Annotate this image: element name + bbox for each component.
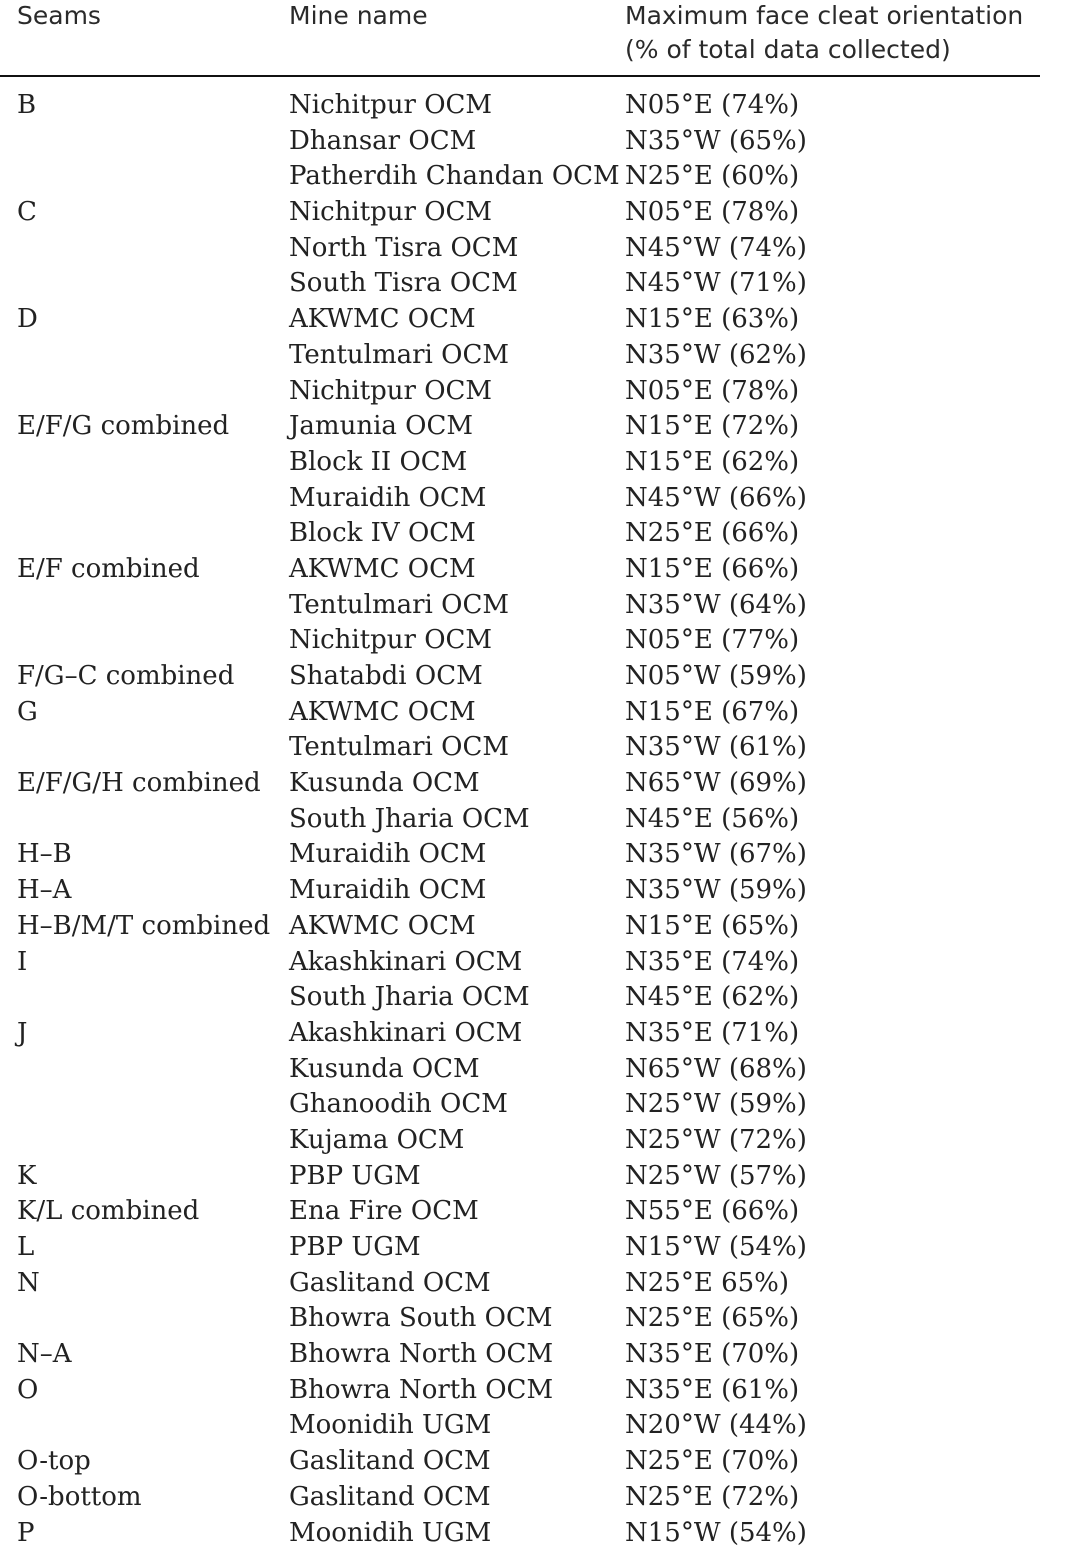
mine-name-cell: Kusunda OCM	[289, 766, 480, 800]
orientation-cell: N35°W (61%)	[625, 730, 807, 764]
table-row	[0, 124, 1069, 160]
table-row	[0, 980, 1069, 1016]
table-header	[0, 0, 1069, 77]
orientation-cell: N65°W (68%)	[625, 1052, 807, 1086]
mine-name-cell: Nichitpur OCM	[289, 374, 492, 408]
orientation-cell: N15°E (66%)	[625, 552, 799, 586]
orientation-cell: N65°W (69%)	[625, 766, 807, 800]
seam-cell: H–B	[17, 837, 72, 871]
mine-name-cell: Moonidih UGM	[289, 1408, 491, 1442]
table-body	[0, 88, 1069, 1551]
table-row	[0, 1087, 1069, 1123]
mine-name-cell: AKWMC OCM	[289, 909, 476, 943]
header-orientation-line1: Maximum face cleat orientation	[625, 0, 1023, 33]
mine-name-cell: AKWMC OCM	[289, 302, 476, 336]
orientation-cell: N35°W (65%)	[625, 124, 807, 158]
table-row	[0, 159, 1069, 195]
mine-name-cell: Dhansar OCM	[289, 124, 476, 158]
mine-name-cell: Bhowra North OCM	[289, 1337, 553, 1371]
orientation-cell: N15°W (54%)	[625, 1230, 807, 1264]
seam-cell: F/G–C combined	[17, 659, 234, 693]
orientation-cell: N05°W (59%)	[625, 659, 807, 693]
seam-cell: N	[17, 1266, 40, 1300]
mine-name-cell: AKWMC OCM	[289, 695, 476, 729]
table-row	[0, 695, 1069, 731]
mine-name-cell: PBP UGM	[289, 1230, 421, 1264]
header-orientation	[625, 0, 1023, 67]
header-seams: Seams	[17, 0, 101, 33]
seam-cell: C	[17, 195, 37, 229]
table-row	[0, 1480, 1069, 1516]
table-row	[0, 374, 1069, 410]
orientation-cell: N25°E (66%)	[625, 516, 799, 550]
header-mine-name: Mine name	[289, 0, 428, 33]
orientation-cell: N35°W (62%)	[625, 338, 807, 372]
seam-cell: O-top	[17, 1444, 91, 1478]
seam-cell: E/F/G combined	[17, 409, 229, 443]
orientation-cell: N05°E (74%)	[625, 88, 799, 122]
mine-name-cell: Akashkinari OCM	[289, 1016, 522, 1050]
seam-cell: J	[17, 1016, 27, 1050]
table-row	[0, 659, 1069, 695]
mine-name-cell: South Jharia OCM	[289, 802, 530, 836]
seam-cell: H–B/M/T combined	[17, 909, 270, 943]
mine-name-cell: Shatabdi OCM	[289, 659, 483, 693]
mine-name-cell: Block II OCM	[289, 445, 467, 479]
orientation-cell: N25°W (57%)	[625, 1159, 807, 1193]
table-row	[0, 1016, 1069, 1052]
orientation-cell: N15°E (63%)	[625, 302, 799, 336]
orientation-cell: N45°W (74%)	[625, 231, 807, 265]
orientation-cell: N25°E (70%)	[625, 1444, 799, 1478]
orientation-cell: N05°E (78%)	[625, 374, 799, 408]
orientation-cell: N45°W (71%)	[625, 266, 807, 300]
mine-name-cell: Gaslitand OCM	[289, 1266, 491, 1300]
table-row	[0, 1159, 1069, 1195]
table-row	[0, 1516, 1069, 1551]
table-row	[0, 837, 1069, 873]
seam-cell: I	[17, 945, 27, 979]
mine-name-cell: Jamunia OCM	[289, 409, 473, 443]
cleat-orientation-table	[0, 0, 1069, 77]
seam-cell: E/F combined	[17, 552, 200, 586]
table-row	[0, 1301, 1069, 1337]
mine-name-cell: Ghanoodih OCM	[289, 1087, 508, 1121]
mine-name-cell: PBP UGM	[289, 1159, 421, 1193]
mine-name-cell: Moonidih UGM	[289, 1516, 491, 1550]
seam-cell: P	[17, 1516, 35, 1550]
orientation-cell: N25°E (65%)	[625, 1301, 799, 1335]
table-row	[0, 873, 1069, 909]
table-row	[0, 623, 1069, 659]
seam-cell: E/F/G/H combined	[17, 766, 261, 800]
orientation-cell: N45°E (56%)	[625, 802, 799, 836]
mine-name-cell: Bhowra South OCM	[289, 1301, 552, 1335]
table-row	[0, 1408, 1069, 1444]
mine-name-cell: Tentulmari OCM	[289, 588, 509, 622]
table-row	[0, 1337, 1069, 1373]
table-row	[0, 1266, 1069, 1302]
orientation-cell: N20°W (44%)	[625, 1408, 807, 1442]
mine-name-cell: South Jharia OCM	[289, 980, 530, 1014]
orientation-cell: N35°W (67%)	[625, 837, 807, 871]
table-row	[0, 802, 1069, 838]
mine-name-cell: Kujama OCM	[289, 1123, 464, 1157]
seam-cell: B	[17, 88, 36, 122]
seam-cell: N–A	[17, 1337, 72, 1371]
seam-cell: K	[17, 1159, 36, 1193]
mine-name-cell: Tentulmari OCM	[289, 730, 509, 764]
table-row	[0, 909, 1069, 945]
orientation-cell: N25°W (59%)	[625, 1087, 807, 1121]
mine-name-cell: Tentulmari OCM	[289, 338, 509, 372]
mine-name-cell: AKWMC OCM	[289, 552, 476, 586]
orientation-cell: N25°E (60%)	[625, 159, 799, 193]
seam-cell: H–A	[17, 873, 71, 907]
table-row	[0, 730, 1069, 766]
mine-name-cell: Kusunda OCM	[289, 1052, 480, 1086]
table-row	[0, 88, 1069, 124]
orientation-cell: N25°E (72%)	[625, 1480, 799, 1514]
mine-name-cell: Nichitpur OCM	[289, 623, 492, 657]
mine-name-cell: Gaslitand OCM	[289, 1444, 491, 1478]
table-row	[0, 516, 1069, 552]
table-row	[0, 1444, 1069, 1480]
orientation-cell: N35°W (64%)	[625, 588, 807, 622]
orientation-cell: N05°E (78%)	[625, 195, 799, 229]
mine-name-cell: Muraidih OCM	[289, 873, 486, 907]
table-row	[0, 266, 1069, 302]
orientation-cell: N35°E (70%)	[625, 1337, 799, 1371]
table-row	[0, 588, 1069, 624]
table-row	[0, 945, 1069, 981]
mine-name-cell: Akashkinari OCM	[289, 945, 522, 979]
orientation-cell: N05°E (77%)	[625, 623, 799, 657]
orientation-cell: N15°W (54%)	[625, 1516, 807, 1550]
mine-name-cell: Ena Fire OCM	[289, 1194, 479, 1228]
table-row	[0, 1230, 1069, 1266]
table-row	[0, 302, 1069, 338]
table-row	[0, 1194, 1069, 1230]
orientation-cell: N35°E (61%)	[625, 1373, 799, 1407]
mine-name-cell: Nichitpur OCM	[289, 195, 492, 229]
table-row	[0, 338, 1069, 374]
table-row	[0, 1052, 1069, 1088]
orientation-cell: N15°E (67%)	[625, 695, 799, 729]
mine-name-cell: North Tisra OCM	[289, 231, 518, 265]
header-rule	[0, 75, 1040, 77]
table-row	[0, 1373, 1069, 1409]
orientation-cell: N35°E (71%)	[625, 1016, 799, 1050]
header-orientation-line2: (% of total data collected)	[625, 33, 1023, 67]
mine-name-cell: Patherdih Chandan OCM	[289, 159, 620, 193]
table-row	[0, 231, 1069, 267]
table-row	[0, 409, 1069, 445]
table-row	[0, 195, 1069, 231]
mine-name-cell: Muraidih OCM	[289, 481, 486, 515]
mine-name-cell: Nichitpur OCM	[289, 88, 492, 122]
mine-name-cell: Muraidih OCM	[289, 837, 486, 871]
mine-name-cell: Block IV OCM	[289, 516, 476, 550]
mine-name-cell: Gaslitand OCM	[289, 1480, 491, 1514]
seam-cell: L	[17, 1230, 34, 1264]
orientation-cell: N25°W (72%)	[625, 1123, 807, 1157]
orientation-cell: N45°E (62%)	[625, 980, 799, 1014]
table-row	[0, 481, 1069, 517]
orientation-cell: N15°E (65%)	[625, 909, 799, 943]
orientation-cell: N25°E 65%)	[625, 1266, 789, 1300]
table-row	[0, 1123, 1069, 1159]
table-row	[0, 766, 1069, 802]
seam-cell: K/L combined	[17, 1194, 199, 1228]
orientation-cell: N15°E (72%)	[625, 409, 799, 443]
table-row	[0, 445, 1069, 481]
orientation-cell: N55°E (66%)	[625, 1194, 799, 1228]
orientation-cell: N35°E (74%)	[625, 945, 799, 979]
mine-name-cell: South Tisra OCM	[289, 266, 518, 300]
orientation-cell: N15°E (62%)	[625, 445, 799, 479]
table-row	[0, 552, 1069, 588]
seam-cell: O-bottom	[17, 1480, 142, 1514]
seam-cell: O	[17, 1373, 38, 1407]
seam-cell: G	[17, 695, 38, 729]
orientation-cell: N45°W (66%)	[625, 481, 807, 515]
mine-name-cell: Bhowra North OCM	[289, 1373, 553, 1407]
seam-cell: D	[17, 302, 38, 336]
orientation-cell: N35°W (59%)	[625, 873, 807, 907]
